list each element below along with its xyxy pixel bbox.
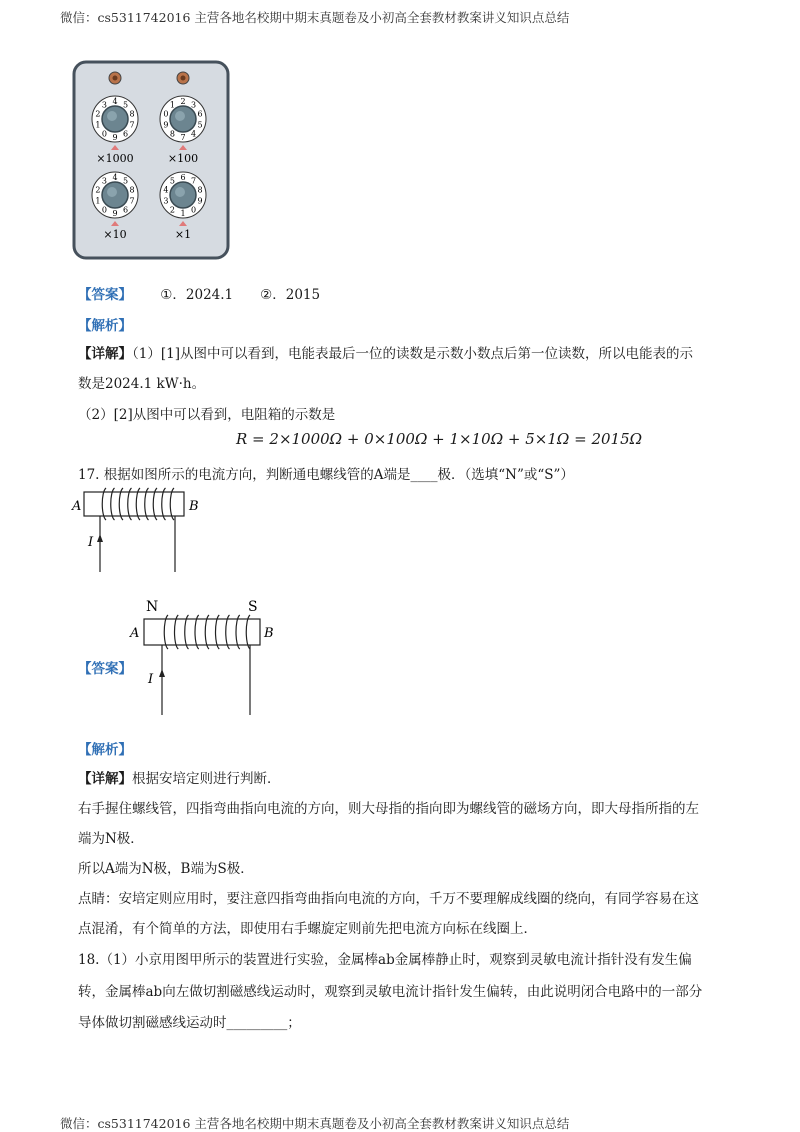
q17-line-3: 端为N极．	[78, 831, 144, 847]
answer-text: ①．2024.1 ②．2015	[160, 287, 321, 303]
dial-digit: 3	[191, 100, 197, 110]
dial-digit: 6	[123, 129, 129, 139]
dial-digit: 7	[129, 120, 135, 130]
analysis-tag: 【解析】	[78, 318, 132, 334]
dial-1[interactable]	[92, 96, 138, 165]
analysis-tag-17: 【解析】	[78, 742, 132, 758]
dial-multiplier-label: ×100	[167, 152, 199, 165]
resistance-formula: R = 2×1000Ω + 0×100Ω + 1×10Ω + 5×1Ω = 2015Ω	[236, 430, 643, 448]
dial-digit: 8	[129, 109, 135, 119]
dial-multiplier-label: ×1	[174, 228, 192, 241]
dial-digit: 1	[180, 209, 186, 218]
answer-row-16	[78, 283, 320, 303]
dial-digit: 2	[95, 185, 101, 195]
dial-digit: 4	[191, 129, 197, 139]
dial-digit: 5	[123, 176, 129, 186]
detail-tag: 【详解】	[78, 346, 132, 362]
detail-17	[78, 767, 281, 787]
q17-line-5: 点睛：安培定则应用时，要注意四指弯曲指向电流的方向，千万不要理解成线圈的绕向，有同学容易在这	[78, 891, 699, 907]
dial-digit: 0	[101, 129, 107, 139]
dial-digit: 0	[101, 205, 107, 215]
dial-digit: 3	[101, 176, 107, 186]
dial-digit: 5	[169, 176, 175, 186]
detail-line-2: 数是2024.1 kW·h。	[78, 376, 206, 392]
label-i: I	[88, 535, 94, 550]
detail-line-3: （2）[2]从图中可以看到，电阻箱的示数是	[78, 407, 336, 423]
dial-digit: 7	[180, 133, 186, 142]
dial-digit: 1	[169, 100, 175, 110]
dial-digit: 6	[123, 205, 129, 215]
label-b-2: B	[264, 626, 274, 641]
label-i-2: I	[148, 672, 154, 687]
q17-line-4: 所以A端为N极，B端为S极．	[78, 861, 254, 877]
dial-digit: 4	[112, 97, 118, 106]
dial-digit: 9	[163, 120, 169, 130]
detail-text-17: 根据安培定则进行判断．	[132, 771, 281, 787]
dial-digit: 9	[197, 196, 203, 206]
label-s: S	[248, 599, 258, 615]
label-b: B	[189, 499, 199, 514]
dial-multiplier-label: ×10	[103, 228, 127, 241]
dial-digit: 8	[129, 185, 135, 195]
dial-digit: 5	[197, 120, 203, 130]
dial-digit: 2	[169, 205, 175, 215]
q18-line-1: 18.（1）小京用图甲所示的装置进行实验，金属棒ab金属棒静止时，观察到灵敏电流计指针没有发生偏	[78, 952, 692, 968]
dial-digit: 7	[129, 196, 135, 206]
dial-digit: 1	[95, 120, 101, 130]
detail-line-1	[78, 342, 693, 362]
dial-digit: 4	[163, 185, 169, 195]
dial-digit: 4	[112, 173, 118, 182]
label-n: N	[146, 599, 159, 615]
dial-digit: 8	[197, 185, 203, 195]
q17-line-2: 右手握住螺线管，四指弯曲指向电流的方向，则大母指的指向即为螺线管的磁场方向，即大母指所指的左	[78, 801, 699, 817]
dial-digit: 8	[169, 129, 175, 139]
dial-digit: 0	[191, 205, 197, 215]
page-footer: 微信：cs5311742016 主营各地名校期中期末真题卷及小初高全套教材教案讲义知识点总结	[60, 1116, 570, 1131]
solenoid-figure-question	[70, 480, 210, 580]
dial-digit: 5	[123, 100, 129, 110]
dial-digit: 1	[95, 196, 101, 206]
dial-digit: 7	[191, 176, 197, 186]
answer-tag-17: 【答案】	[78, 661, 132, 677]
dial-digit: 9	[112, 209, 118, 218]
dial-digit: 6	[180, 173, 186, 182]
answer-tag: 【答案】	[78, 287, 132, 303]
page-header: 微信：cs5311742016 主营各地名校期中期末真题卷及小初高全套教材教案讲义知识点总结	[60, 10, 570, 25]
detail-tag-17: 【详解】	[78, 771, 132, 787]
resistance-box-figure	[72, 60, 230, 260]
dial-digit: 3	[101, 100, 107, 110]
solenoid-figure-answer	[128, 597, 278, 719]
question-17: 17. 根据如图所示的电流方向，判断通电螺线管的A端是____极．（选填“N”或“S”）	[78, 467, 574, 483]
q17-line-6: 点混淆，有个简单的方法，即使用右手螺旋定则前先把电流方向标在线圈上．	[78, 921, 537, 937]
dial-multiplier-label: ×1000	[96, 152, 134, 165]
dial-digit: 2	[180, 97, 186, 106]
dial-digit: 9	[112, 133, 118, 142]
dial-digit: 3	[163, 196, 169, 206]
dial-digit: 0	[163, 109, 169, 119]
dial-digit: 6	[197, 109, 203, 119]
dial-digit: 2	[95, 109, 101, 119]
q18-line-2: 转，金属棒ab向左做切割磁感线运动时，观察到灵敏电流计指针发生偏转，由此说明闭合电路中的一部分	[78, 984, 703, 1000]
q18-line-3: 导体做切割磁感线运动时_________；	[78, 1015, 301, 1031]
label-a: A	[72, 499, 82, 514]
label-a-2: A	[130, 626, 140, 641]
detail-text: （1）[1]从图中可以看到，电能表最后一位的读数是示数小数点后第一位读数，所以电能表的示	[132, 346, 693, 362]
